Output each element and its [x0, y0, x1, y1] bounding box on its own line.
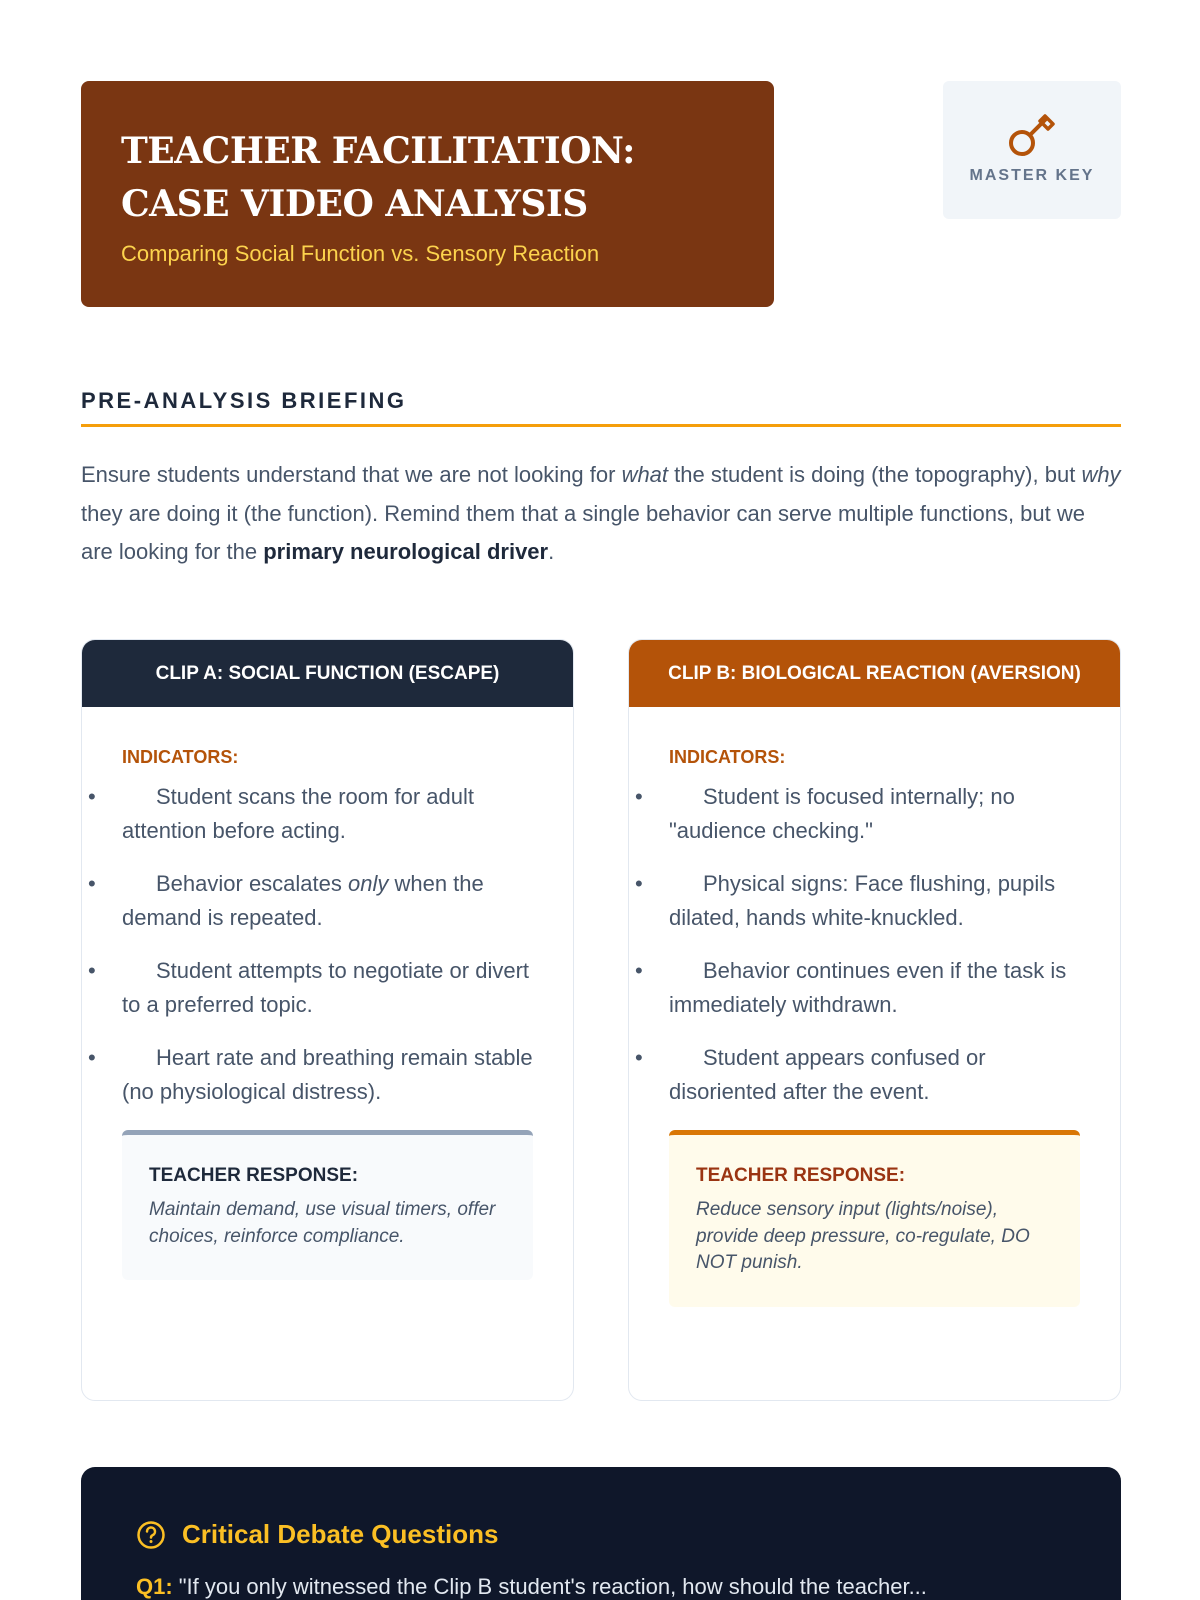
page-subtitle: Comparing Social Function vs. Sensory Reaction — [121, 241, 600, 266]
indicator-text: Student appears confused or disoriented after the event. — [669, 1045, 986, 1104]
list-item — [669, 867, 1080, 934]
clip-b-header: CLIP B: BIOLOGICAL REACTION (AVERSION) — [629, 640, 1120, 707]
page-title: TEACHER FACILITATION: CASE VIDEO ANALYSIS — [121, 130, 635, 225]
briefing-strong: primary neurological driver — [263, 539, 549, 564]
list-item — [669, 954, 1080, 1021]
clip-a-header: CLIP A: SOCIAL FUNCTION (ESCAPE) — [82, 640, 573, 707]
list-item — [122, 867, 533, 934]
debate-heading — [136, 1519, 1066, 1550]
briefing-emphasis-what: what — [621, 462, 669, 487]
indicator-emphasis: only — [348, 871, 389, 896]
briefing-text-4: . — [548, 539, 555, 564]
indicator-text: Student is focused internally; no "audience checking." — [669, 784, 1015, 843]
help-circle-icon — [136, 1520, 166, 1550]
clip-a-response-text: Maintain demand, use visual timers, offer choices, reinforce compliance. — [149, 1199, 496, 1247]
clip-a-indicator-list — [122, 780, 533, 1108]
key-icon — [1006, 109, 1058, 161]
briefing-emphasis-why: why — [1081, 462, 1121, 487]
indicator-text: when the demand is repeated. — [122, 871, 484, 930]
indicator-text: Behavior escalates — [156, 871, 348, 896]
briefing-text-2: the student is doing (the topography), but — [668, 462, 1082, 487]
clip-b-response-label: TEACHER RESPONSE: — [696, 1165, 906, 1186]
clip-a-response-label: TEACHER RESPONSE: — [149, 1165, 359, 1186]
list-item — [669, 780, 1080, 847]
master-key-badge — [943, 81, 1121, 219]
clip-a-teacher-response — [122, 1130, 533, 1280]
indicator-text: Physical signs: Face flushing, pupils dilated, hands white-knuckled. — [669, 871, 1056, 930]
question-text: "If you only witnessed the Clip B student's reaction, how should the teacher... — [178, 1574, 927, 1599]
clip-b-indicator-list — [669, 780, 1080, 1108]
briefing-text-3: they are doing it (the function). Remind them that a single behavior can serve multiple functions, but we are looking for the — [81, 500, 1085, 564]
master-key-label: MASTER KEY — [969, 167, 1095, 184]
list-item — [122, 1041, 533, 1108]
clip-a-indicators-label: INDICATORS: — [122, 747, 239, 767]
clip-b-response-text: Reduce sensory input (lights/noise), provide deep pressure, co-regulate, DO NOT punish. — [696, 1199, 1030, 1273]
briefing-paragraph — [81, 456, 1121, 572]
header-banner — [81, 81, 774, 307]
indicator-text: Heart rate and breathing remain stable (no physiological distress). — [122, 1045, 533, 1104]
list-item — [122, 780, 533, 847]
clip-b-card — [628, 639, 1121, 1401]
debate-question-1 — [136, 1574, 1066, 1600]
question-number: Q1: — [136, 1574, 173, 1599]
indicator-text: Behavior continues even if the task is immediately withdrawn. — [669, 958, 1067, 1017]
clip-b-teacher-response — [669, 1130, 1080, 1307]
briefing-heading: PRE-ANALYSIS BRIEFING — [81, 388, 1121, 427]
debate-questions-panel — [81, 1467, 1121, 1600]
briefing-text-1: Ensure students understand that we are not looking for — [81, 462, 622, 487]
debate-title-text: Critical Debate Questions — [182, 1519, 499, 1549]
list-item — [669, 1041, 1080, 1108]
indicator-text: Student scans the room for adult attention before acting. — [122, 784, 474, 843]
list-item — [122, 954, 533, 1021]
clip-a-card — [81, 639, 574, 1401]
clip-b-indicators-label: INDICATORS: — [669, 747, 786, 767]
indicator-text: Student attempts to negotiate or divert to a preferred topic. — [122, 958, 530, 1017]
